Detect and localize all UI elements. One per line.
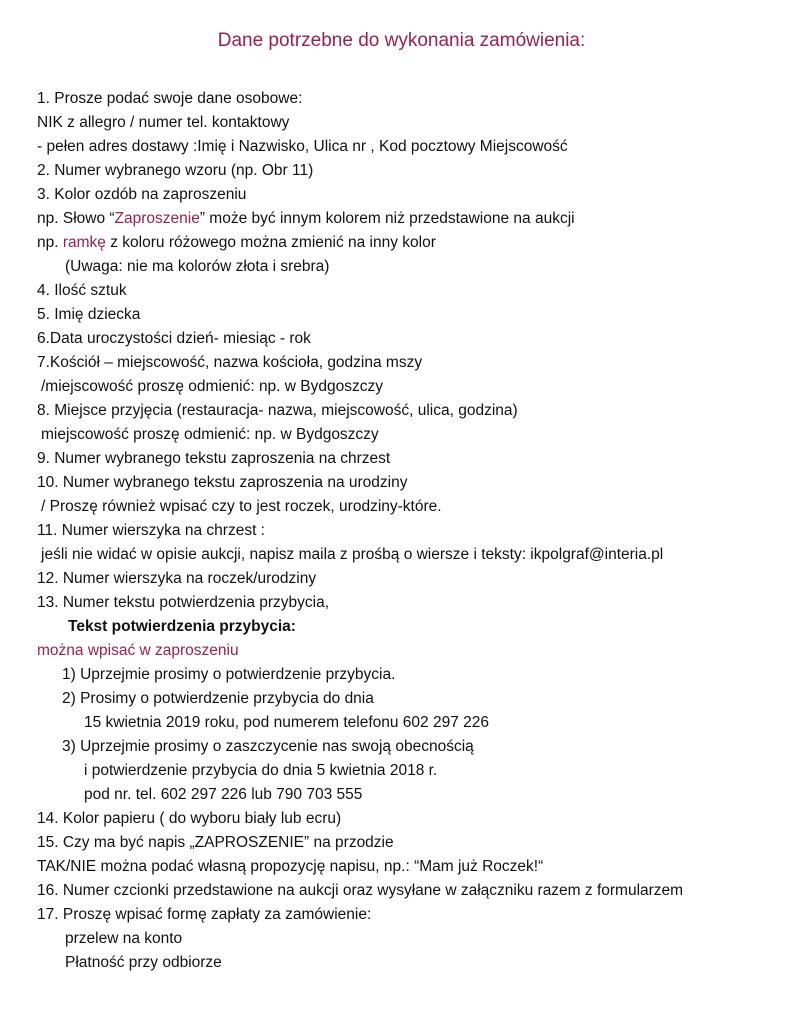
confirmation-option-3-detail: i potwierdzenie przybycia do dnia 5 kwietnia 2018 r. (84, 762, 438, 779)
text-segment: z koloru różowego można zmienić na inny kolor (105, 234, 436, 251)
item-10-birthday-text: 10. Numer wybranego tekstu zaproszenia na urodziny (37, 474, 408, 491)
item-9-christening-text: 9. Numer wybranego tekstu zaproszenia na chrzest (37, 450, 391, 467)
confirmation-option-3-phones: pod nr. tel. 602 297 226 lub 790 703 555 (84, 786, 363, 803)
item-3-decoration-color: 3. Kolor ozdób na zaproszeniu (37, 186, 247, 203)
item-12-birthday-poem: 12. Numer wierszyka na roczek/urodziny (37, 570, 317, 587)
item-11-christening-poem: 11. Numer wierszyka na chrzest : (37, 522, 265, 539)
item-8-reception-place: 8. Miejsce przyjęcia (restauracja- nazwa, miejscowość, ulica, godzina) (37, 402, 518, 419)
item-10-birthday-note: / Proszę również wpisać czy to jest roczek, urodziny-które. (41, 498, 442, 515)
item-2-pattern-number: 2. Numer wybranego wzoru (np. Obr 11) (37, 162, 314, 179)
item-3-color-warning: (Uwaga: nie ma kolorów złota i srebra) (65, 258, 330, 275)
item-1-personal-data: 1. Prosze podać swoje dane osobowe: (37, 90, 303, 107)
item-8-city-note: miejscowość proszę odmienić: np. w Bydgoszczy (41, 426, 379, 443)
item-4-quantity: 4. Ilość sztuk (37, 282, 127, 299)
item-15-caption-note: TAK/NIE można podać własną propozycję napisu, np.: “Mam już Roczek!“ (37, 858, 544, 875)
highlighted-word-zaproszenie: Zaproszenie (114, 210, 200, 227)
confirmation-option-2-detail: 15 kwietnia 2019 roku, pod numerem telefonu 602 297 226 (84, 714, 490, 731)
item-6-ceremony-date: 6.Data uroczystości dzień- miesiąc - rok (37, 330, 311, 347)
confirmation-subheading: można wpisać w zaproszeniu (37, 642, 239, 659)
text-segment: np. (37, 234, 63, 251)
item-7-church: 7.Kościół – miejscowość, nazwa kościoła, godzina mszy (37, 354, 423, 371)
payment-option-cash-on-delivery: Płatność przy odbiorze (65, 954, 222, 971)
item-15-front-caption: 15. Czy ma być napis „ZAPROSZENIE” na przodzie (37, 834, 394, 851)
confirmation-option-1: 1) Uprzejmie prosimy o potwierdzenie przybycia. (62, 666, 396, 683)
text-segment: ” może być innym kolorem niż przedstawione na aukcji (199, 210, 575, 227)
item-16-font-number: 16. Numer czcionki przedstawione na aukcji oraz wysyłane w załączniku razem z formularzem (37, 882, 684, 899)
payment-option-transfer: przelew na konto (65, 930, 183, 947)
text-segment: np. Słowo “ (37, 210, 115, 227)
confirmation-option-3: 3) Uprzejmie prosimy o zaszczycenie nas swoją obecnością (62, 738, 474, 755)
item-13-confirmation-text: 13. Numer tekstu potwierdzenia przybycia, (37, 594, 330, 611)
item-14-paper-color: 14. Kolor papieru ( do wyboru biały lub ecru) (37, 810, 342, 827)
item-3-word-color-note (37, 209, 575, 229)
item-1-nik-phone: NIK z allegro / numer tel. kontaktowy (37, 114, 290, 131)
item-11-email-note: jeśli nie widać w opisie aukcji, napisz maila z prośbą o wiersze i teksty: ikpolgraf@interia.pl (41, 546, 664, 563)
item-17-payment-form: 17. Proszę wpisać formę zapłaty za zamówienie: (37, 906, 372, 923)
confirmation-heading: Tekst potwierdzenia przybycia: (68, 618, 296, 635)
document-title: Dane potrzebne do wykonania zamówienia: (217, 30, 586, 51)
confirmation-option-2: 2) Prosimy o potwierdzenie przybycia do dnia (62, 690, 374, 707)
item-5-child-name: 5. Imię dziecka (37, 306, 141, 323)
highlighted-word-ramke: ramkę (62, 234, 106, 251)
item-1-address: - pełen adres dostawy :Imię i Nazwisko, Ulica nr , Kod pocztowy Miejscowość (37, 138, 568, 155)
item-3-frame-color-note (37, 233, 436, 253)
item-7-city-note: /miejscowość proszę odmienić: np. w Bydgoszczy (41, 378, 383, 395)
